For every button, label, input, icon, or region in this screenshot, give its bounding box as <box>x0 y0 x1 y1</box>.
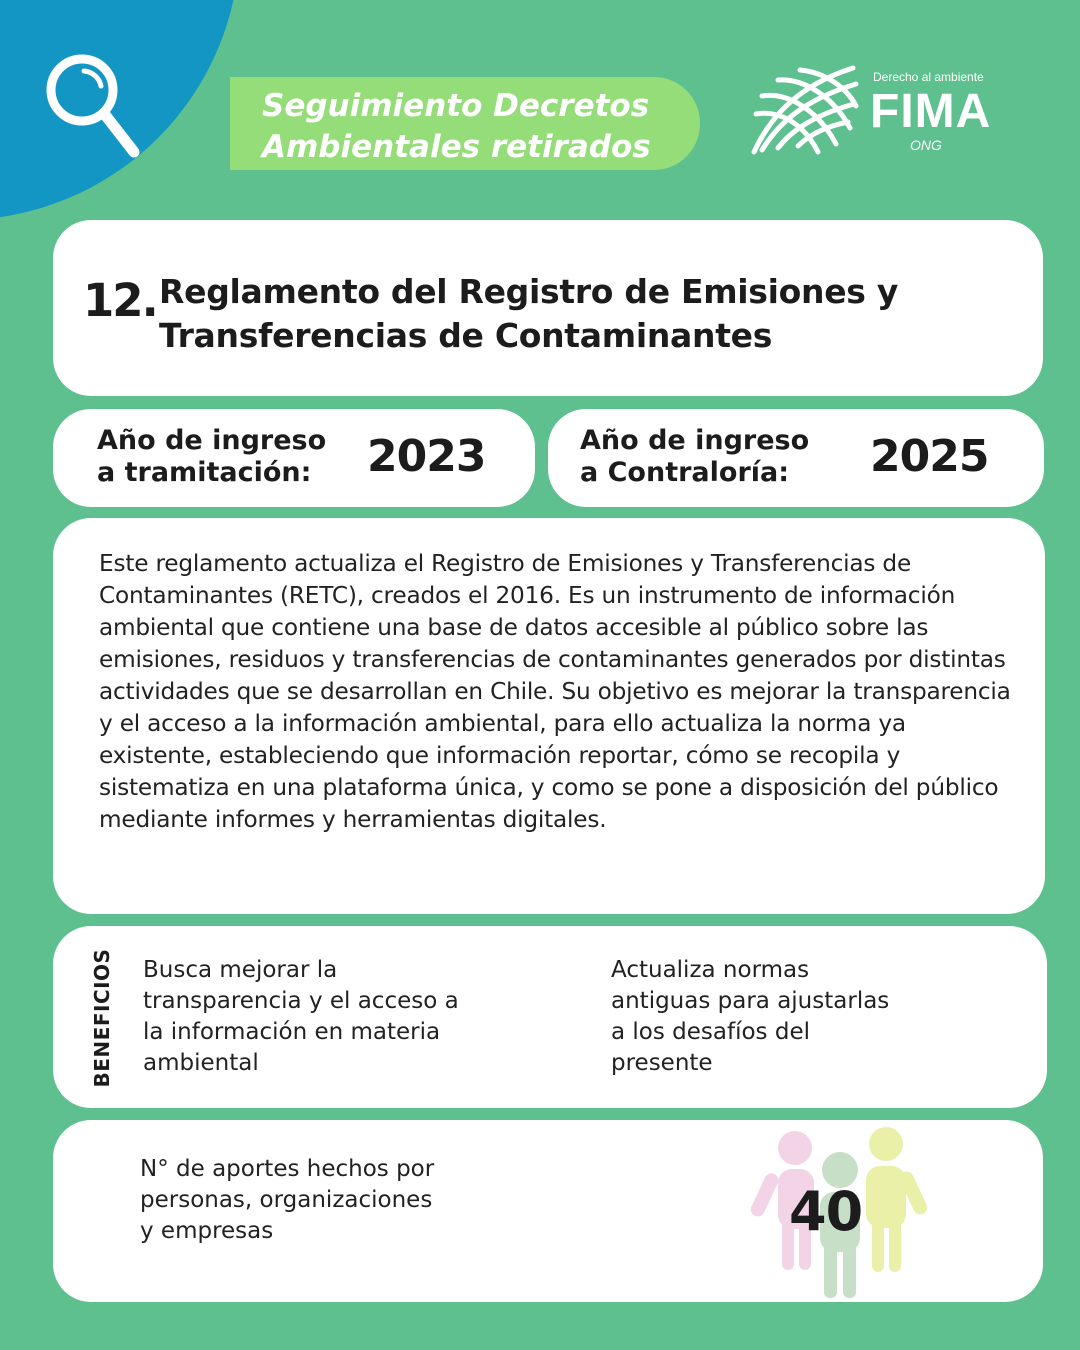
tramitacion-year-label: Año de ingreso a tramitación: <box>97 425 327 488</box>
header-title: Seguimiento Decretos Ambientales retirados <box>262 88 651 165</box>
contributions-count: 40 <box>789 1180 863 1243</box>
fima-logo-mark-icon <box>748 62 860 158</box>
search-icon <box>40 48 150 163</box>
tramitacion-year-value: 2023 <box>367 431 486 482</box>
logo-suffix: ONG <box>910 137 942 153</box>
logo-tagline: Derecho al ambiente <box>873 70 984 84</box>
benefits-label: BENEFICIOS <box>90 948 114 1088</box>
decree-title: Reglamento del Registro de Emisiones y Transferencias de Contaminantes <box>159 272 899 355</box>
contraloria-year-value: 2025 <box>870 431 989 482</box>
tramitacion-year-card <box>53 409 535 507</box>
description-card <box>53 518 1045 914</box>
contributions-card <box>53 1120 1043 1302</box>
contributions-label: N° de aportes hechos por personas, organizaciones y empresas <box>140 1156 435 1244</box>
benefit-item: Actualiza normas antiguas para ajustarlas a los desafíos del presente <box>611 957 890 1076</box>
benefit-item: Busca mejorar la transparencia y el acceso a la información en materia ambiental <box>143 957 459 1076</box>
contraloria-year-card <box>548 409 1044 507</box>
logo-name: FIMA <box>870 85 992 138</box>
fima-logo <box>748 62 1048 162</box>
benefits-card <box>53 926 1047 1108</box>
contraloria-year-label: Año de ingreso a Contraloría: <box>580 425 810 488</box>
description-text: Este reglamento actualiza el Registro de Emisiones y Transferencias de Contaminantes (RETC), creados el 2016. Es un instrumento de información ambiental que contiene una base de datos accesible al público sobre las emisiones, residuos y transferencias de contaminantes generados por distintas actividades que se desarrollan en Chile. Su objetivo es mejorar la transparencia y el acceso a la información ambiental, para ello actualiza la norma ya existente, estableciendo que información reportar, cómo se recopila y sistematiza en una plataforma única, y como se pone a disposición del público mediante informes y herramientas digitales. <box>99 550 1011 833</box>
decree-title-card <box>53 220 1043 396</box>
decree-number: 12. <box>83 274 157 327</box>
